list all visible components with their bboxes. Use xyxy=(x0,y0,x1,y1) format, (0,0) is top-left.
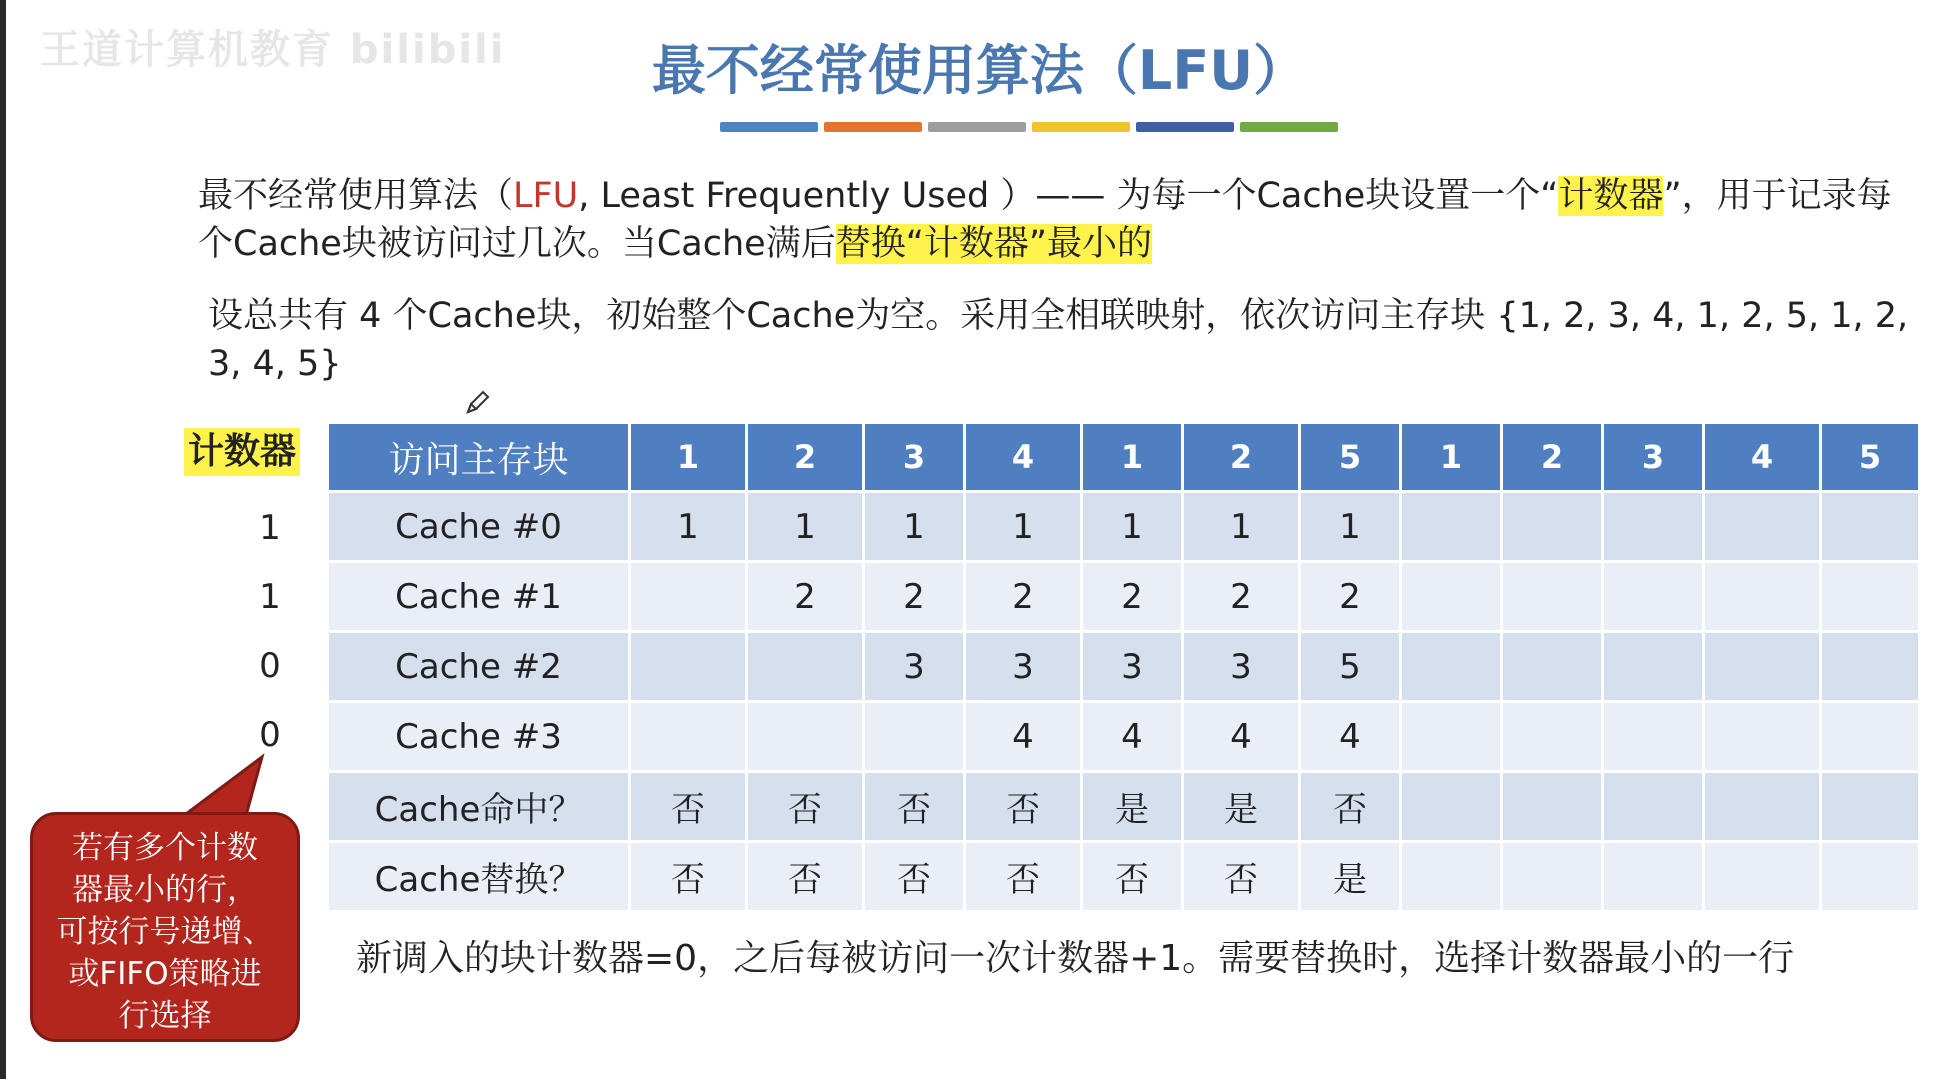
strip-segment xyxy=(1032,122,1130,132)
table-cell xyxy=(1704,492,1821,562)
def-text-3: ”，用于记录每个Cache块被访问过几次。当Cache满后 xyxy=(198,176,1892,264)
table-cell xyxy=(630,562,747,632)
table-cell xyxy=(1704,702,1821,772)
header-access-cell: 1 xyxy=(1082,423,1183,492)
table-cell: 否 xyxy=(630,772,747,842)
table-cell: 1 xyxy=(1082,492,1183,562)
table-row xyxy=(328,842,1920,912)
counter-header: 计数器 xyxy=(184,428,300,476)
table-row xyxy=(328,492,1920,562)
counter-value: 1 xyxy=(259,508,281,548)
callout-bubble xyxy=(30,812,300,1042)
header-access-cell: 2 xyxy=(1183,423,1300,492)
header-access-cell: 5 xyxy=(1300,423,1401,492)
table-cell: 是 xyxy=(1300,842,1401,912)
table-row xyxy=(328,702,1920,772)
table-cell xyxy=(1704,842,1821,912)
title-color-strip xyxy=(720,122,1338,132)
table-row xyxy=(328,632,1920,702)
table-cell: 否 xyxy=(965,842,1082,912)
table-cell xyxy=(1603,562,1704,632)
strip-segment xyxy=(720,122,818,132)
table-cell: 1 xyxy=(864,492,965,562)
table-cell xyxy=(747,632,864,702)
row-label: Cache #2 xyxy=(328,632,630,702)
strip-segment xyxy=(928,122,1026,132)
callout-line: 器最小的行， xyxy=(72,872,258,908)
table-cell: 否 xyxy=(747,842,864,912)
row-label: Cache命中？ xyxy=(328,772,630,842)
header-access-cell: 3 xyxy=(1603,423,1704,492)
table-cell xyxy=(1603,632,1704,702)
title-code: LFU xyxy=(1137,39,1254,102)
header-access-cell: 4 xyxy=(1704,423,1821,492)
table-cell: 1 xyxy=(630,492,747,562)
table-cell: 否 xyxy=(864,772,965,842)
header-access-label: 访问主存块 xyxy=(328,423,630,492)
def-replace-highlight: 替换“计数器”最小的 xyxy=(835,224,1152,264)
strip-segment xyxy=(1240,122,1338,132)
table-cell: 是 xyxy=(1082,772,1183,842)
table-cell xyxy=(1603,492,1704,562)
table-cell: 3 xyxy=(965,632,1082,702)
table-cell: 4 xyxy=(1183,702,1300,772)
table-cell: 否 xyxy=(630,842,747,912)
watermark: 王道计算机教育 bilibili xyxy=(40,27,506,73)
table-cell xyxy=(1401,842,1502,912)
table-cell xyxy=(1603,702,1704,772)
table-cell: 1 xyxy=(1183,492,1300,562)
row-label: Cache #1 xyxy=(328,562,630,632)
row-label: Cache替换？ xyxy=(328,842,630,912)
table-cell xyxy=(1603,842,1704,912)
header-access-cell: 2 xyxy=(747,423,864,492)
header-access-cell: 2 xyxy=(1502,423,1603,492)
table-cell xyxy=(1401,702,1502,772)
table-cell: 否 xyxy=(965,772,1082,842)
table-cell xyxy=(1502,632,1603,702)
row-label: Cache #3 xyxy=(328,702,630,772)
callout-line: 行选择 xyxy=(118,998,212,1034)
table-cell xyxy=(1502,492,1603,562)
strip-segment xyxy=(1136,122,1234,132)
table-cell: 是 xyxy=(1183,772,1300,842)
table-cell xyxy=(1704,632,1821,702)
table-cell xyxy=(747,702,864,772)
callout-line: 可按行号递增、 xyxy=(56,914,274,950)
header-access-cell: 5 xyxy=(1821,423,1920,492)
header-access-cell: 1 xyxy=(1401,423,1502,492)
table-cell xyxy=(1821,772,1920,842)
table-cell: 2 xyxy=(1082,562,1183,632)
table-cell: 否 xyxy=(1082,842,1183,912)
def-lfu: LFU xyxy=(513,176,579,216)
note-text: 新调入的块计数器=0，之后每被访问一次计数器+1。需要替换时，选择计数器最小的一行 xyxy=(356,938,1795,979)
table-cell: 2 xyxy=(864,562,965,632)
def-text-1: 最不经常使用算法（ xyxy=(198,176,514,216)
table-cell: 5 xyxy=(1300,632,1401,702)
row-label: Cache #0 xyxy=(328,492,630,562)
pencil-icon xyxy=(462,388,492,418)
callout-line: 若有多个计数 xyxy=(72,830,258,866)
table-cell xyxy=(630,632,747,702)
counter-value: 0 xyxy=(259,715,281,755)
header-access-cell: 3 xyxy=(864,423,965,492)
table-row xyxy=(328,562,1920,632)
callout-line: 或FIFO策略进 xyxy=(68,956,262,992)
example-paragraph: 设总共有 4 个Cache块，初始整个Cache为空。采用全相联映射，依次访问主存块 {1, 2, 3, 4, 1, 2, 5, 1, 2, 3, 4, 5} xyxy=(208,296,1909,384)
table-cell xyxy=(1603,772,1704,842)
table-cell xyxy=(1821,492,1920,562)
table-cell: 3 xyxy=(1082,632,1183,702)
table-cell: 4 xyxy=(965,702,1082,772)
table-cell xyxy=(1502,562,1603,632)
header-access-cell: 4 xyxy=(965,423,1082,492)
table-cell: 2 xyxy=(965,562,1082,632)
table-cell xyxy=(1502,702,1603,772)
def-text-2: , Least Frequently Used ）—— 为每一个Cache块设置一个“ xyxy=(578,176,1559,216)
table-cell: 否 xyxy=(747,772,864,842)
table-cell xyxy=(1401,492,1502,562)
table-header-row xyxy=(328,423,1920,492)
table-cell xyxy=(1502,772,1603,842)
table-cell: 2 xyxy=(1300,562,1401,632)
table-cell xyxy=(1821,702,1920,772)
definition-paragraph xyxy=(198,172,1923,268)
def-counter-highlight: 计数器 xyxy=(1558,176,1664,216)
table-cell: 4 xyxy=(1082,702,1183,772)
table-cell: 1 xyxy=(1300,492,1401,562)
table-cell: 否 xyxy=(864,842,965,912)
title-main: 最不经常使用算法（ xyxy=(651,39,1138,102)
strip-segment xyxy=(824,122,922,132)
table-cell: 1 xyxy=(965,492,1082,562)
table-cell xyxy=(1821,632,1920,702)
table-cell xyxy=(1401,562,1502,632)
table-cell: 否 xyxy=(1183,842,1300,912)
table-cell xyxy=(1502,842,1603,912)
table-cell xyxy=(1704,772,1821,842)
table-cell: 2 xyxy=(747,562,864,632)
table-row xyxy=(328,772,1920,842)
table-cell: 4 xyxy=(1300,702,1401,772)
table-cell xyxy=(630,702,747,772)
table-cell xyxy=(1401,632,1502,702)
table-cell: 3 xyxy=(864,632,965,702)
title-close: ） xyxy=(1253,39,1308,102)
table-cell xyxy=(1401,772,1502,842)
table-cell xyxy=(864,702,965,772)
table-cell: 否 xyxy=(1300,772,1401,842)
table-cell: 2 xyxy=(1183,562,1300,632)
table-cell xyxy=(1821,562,1920,632)
counter-value: 0 xyxy=(259,646,281,686)
lfu-table xyxy=(326,421,1921,913)
counter-value: 1 xyxy=(259,577,281,617)
header-access-cell: 1 xyxy=(630,423,747,492)
table-cell xyxy=(1821,842,1920,912)
table-cell: 3 xyxy=(1183,632,1300,702)
table-cell xyxy=(1704,562,1821,632)
table-cell: 1 xyxy=(747,492,864,562)
